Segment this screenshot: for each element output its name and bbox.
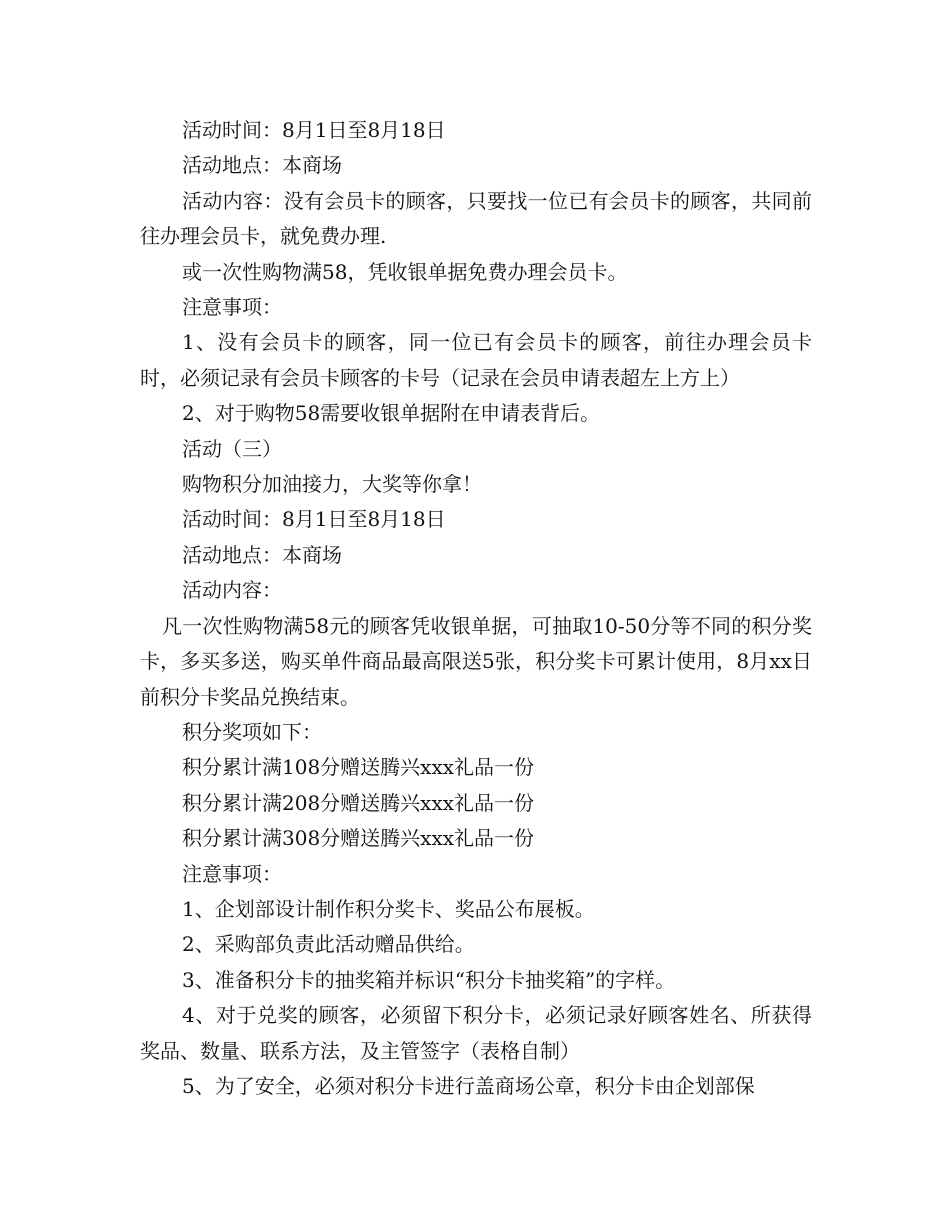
paragraph-event-3-heading: 活动（三） (182, 436, 282, 461)
paragraph-notes-heading: 注意事项： (182, 295, 282, 320)
paragraph-prize-308: 积分累计满308分赠送腾兴xxx礼品一份 (182, 826, 535, 851)
paragraph-prize-208: 积分累计满208分赠送腾兴xxx礼品一份 (182, 790, 535, 815)
paragraph-event-3-content-heading: 活动内容： (182, 578, 282, 603)
paragraph-notes-heading-2: 注意事项： (182, 861, 282, 886)
paragraph-task-3: 3、准备积分卡的抽奖箱并标识“积分卡抽奖箱”的字样。 (182, 967, 676, 992)
paragraph-purchase-option: 或一次性购物满58，凭收银单据免费办理会员卡。 (182, 259, 628, 284)
paragraph-event-3-location: 活动地点：本商场 (182, 542, 342, 567)
paragraph-event-3-content: 凡一次性购物满58元的顾客凭收银单据，可抽取10-50分等不同的积分奖卡，多买多送，购买单件商品最高限送5张，积分奖卡可累计使用，8月xx日前积分卡奖品兑换结束。 (140, 613, 812, 709)
paragraph-task-2: 2、采购部负责此活动赠品供给。 (182, 932, 475, 957)
paragraph-task-5: 5、为了安全，必须对积分卡进行盖商场公章，积分卡由企划部保 (182, 1073, 755, 1098)
paragraph-note-1: 1、没有会员卡的顾客，同一位已有会员卡的顾客，前往办理会员卡时，必须记录有会员卡顾客的卡号（记录在会员申请表超左上方上） (140, 330, 812, 390)
paragraph-task-1: 1、企划部设计制作积分奖卡、奖品公布展板。 (182, 896, 595, 921)
paragraph-event-3-time: 活动时间：8月1日至8月18日 (182, 507, 446, 532)
paragraph-event-content: 活动内容：没有会员卡的顾客，只要找一位已有会员卡的顾客，共同前往办理会员卡，就免费办理. (140, 188, 812, 249)
paragraph-event-time: 活动时间：8月1日至8月18日 (182, 118, 446, 142)
paragraph-prizes-heading: 积分奖项如下： (182, 719, 322, 744)
paragraph-note-2: 2、对于购物58需要收银单据附在申请表背后。 (182, 401, 601, 426)
paragraph-task-4: 4、对于兑奖的顾客，必须留下积分卡，必须记录好顾客姓名、所获得奖品、数量、联系方法，及主管签字（表格自制） (140, 1003, 812, 1063)
document-page (140, 113, 812, 1104)
paragraph-prize-108: 积分累计满108分赠送腾兴xxx礼品一份 (182, 755, 535, 780)
paragraph-event-location: 活动地点：本商场 (182, 153, 342, 178)
paragraph-event-3-slogan: 购物积分加油接力，大奖等你拿！ (182, 472, 482, 497)
